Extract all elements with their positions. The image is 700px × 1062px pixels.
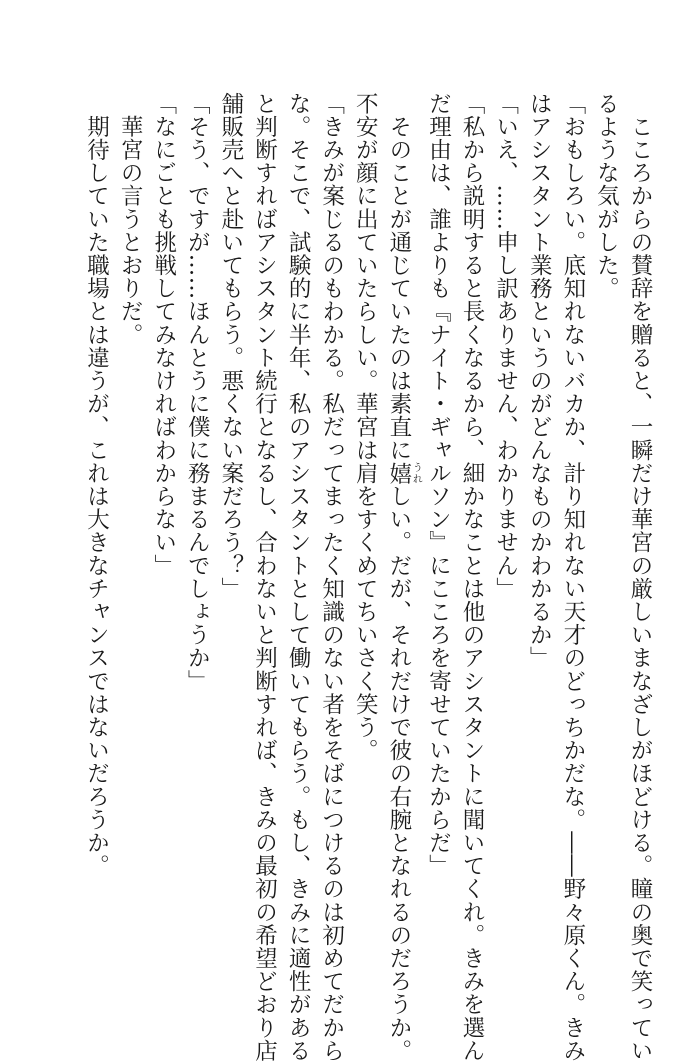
ruby-line-after: しい。だが、それだけで彼の右腕となれるのだろうか。 [385,484,412,1062]
ruby-line-before: そのことが通じていたのは素直に [385,92,412,462]
text-line-1: こころからの賛辞を贈ると、一瞬だけ華宮の厳しいまなざしがほどける。瞳の奥で笑ってい [627,92,653,1062]
text-line-15: 「なにごとも挑戦してみなければわからない」 [150,92,177,578]
text-line-6: 「私から説明すると長くなるから、細かなことは他のアシスタントに聞いてくれ。きみを選ん [459,92,486,1062]
text-line-9: 不安が顔に出ていたらしい。華宮は肩をすくめてちいさく笑う。 [352,92,379,762]
text-line-4: はアシスタント業務というのがどんなものかわかるか」 [526,92,553,670]
text-line-2: るような気がした。 [593,92,620,300]
text-line-16: 華宮の言うとおりだ。 [117,92,144,347]
text-line-13: 舗販売へと赴いてもらう。悪くない案だろう？」 [217,92,244,601]
text-line-12: と判断すればアシスタント続行となるし、合わないと判断すれば、きみの最初の希望どおり店 [251,92,278,1062]
vertical-text-block [79,92,656,1062]
text-line-8-ruby [381,92,422,1062]
text-line-17: 期待していた職場とは違うが、これは大きなチャンスではないだろうか。 [83,92,110,878]
text-line-10: 「きみが案じるのもわかる。私だってまったく知識のない者をそばにつけるのは初めてだから [318,92,345,1062]
text-line-11: な。そこで、試験的に半年、私のアシスタントとして働いてもらう。もし、きみに適性がある [285,92,312,1062]
ruby-word [385,461,422,485]
text-line-3: 「おもしろい。底知れないバカか、計り知れない天才のどっちかだな。――野々原くん。きみ [559,92,586,1062]
ruby-reading: うれ [410,461,422,485]
text-line-7: だ理由は、誰よりも『ナイト・ギャルソン』にこころを寄せていたからだ」 [425,92,452,878]
ruby-base: 嬉 [385,461,412,485]
text-line-5: 「いえ、……申し訳ありません、わかりません」 [492,92,519,601]
text-line-14: 「そう、ですが……ほんとうに僕に務まるんでしょうか」 [184,92,211,693]
